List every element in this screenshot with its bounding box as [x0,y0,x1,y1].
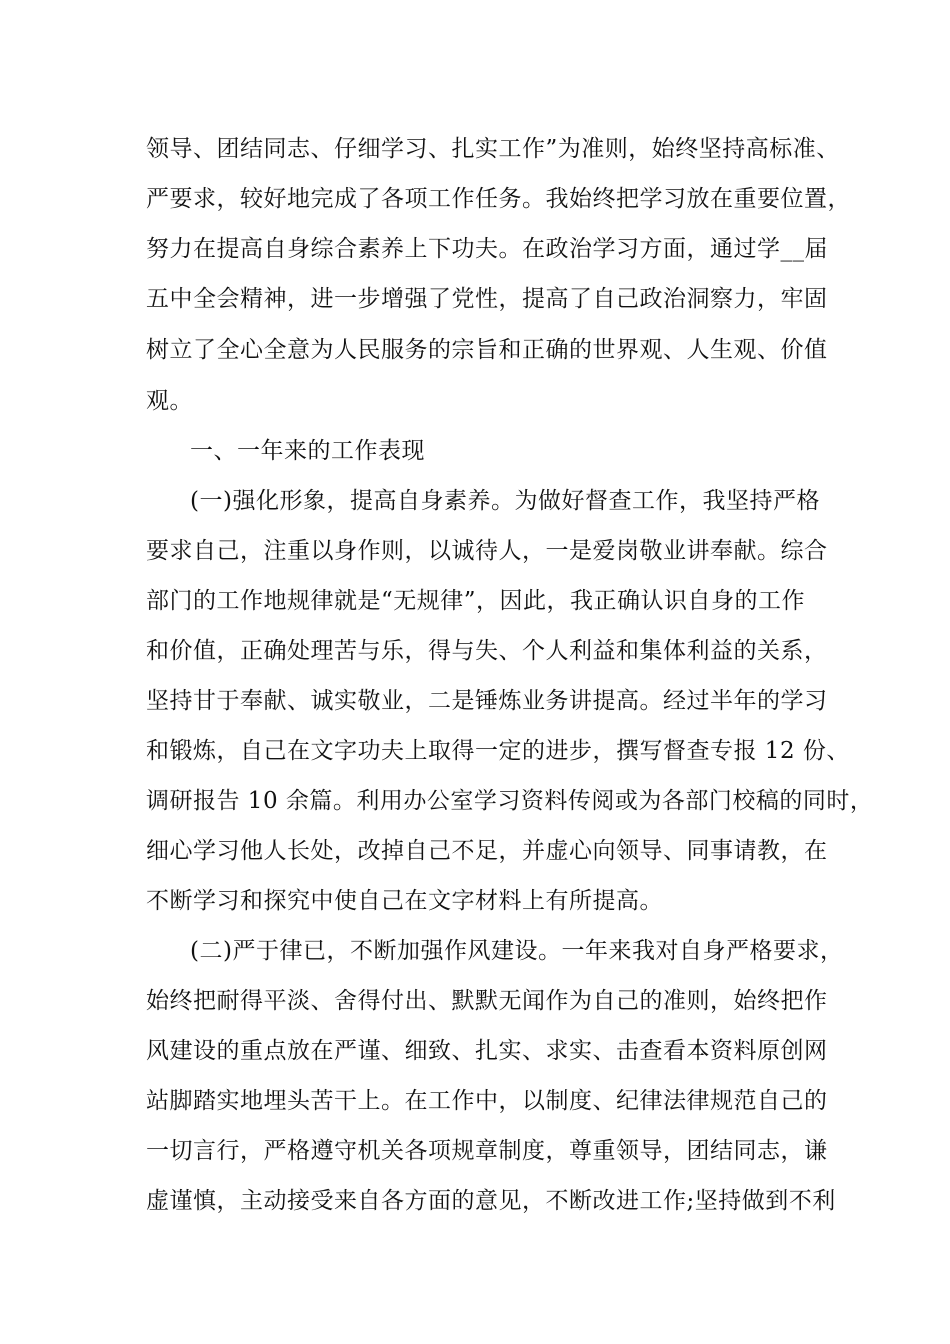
body-text-line: 树立了全心全意为人民服务的宗旨和正确的世界观、人生观、价值 [146,337,828,363]
body-text-line: 调研报告 10 余篇。利用办公室学习资料传阅或为各部门校稿的同时， [146,788,874,814]
body-text-line: (一)强化形象，提高自身素养。为做好督查工作，我坚持严格 [190,488,820,514]
body-text-line: 和价值，正确处理苦与乐，得与失、个人利益和集体利益的关系， [146,638,828,664]
body-text-line: 站脚踏实地埋头苦干上。在工作中，以制度、纪律法律规范自己的 [146,1088,828,1114]
body-text-line: 坚持甘于奉献、诚实敬业，二是锤炼业务讲提高。经过半年的学习 [146,688,828,714]
body-text-line: (二)严于律已，不断加强作风建设。一年来我对自身严格要求， [190,938,844,964]
body-text-line: 始终把耐得平淡、舍得付出、默默无闻作为自己的准则，始终把作 [146,988,828,1014]
body-text-line: 不断学习和探究中使自己在文字材料上有所提高。 [146,888,663,914]
body-text-line: 风建设的重点放在严谨、细致、扎实、求实、击查看本资料原创网 [146,1038,828,1064]
body-text-line: 严要求，较好地完成了各项工作任务。我始终把学习放在重要位置， [146,186,851,212]
body-text-line: 细心学习他人长处，改掉自己不足，并虚心向领导、同事请教，在 [146,838,828,864]
body-text-line: 要求自己，注重以身作则，以诚待人，一是爱岗敬业讲奉献。综合 [146,538,828,564]
body-text-line: 观。 [146,388,193,414]
body-text-line: 和锻炼，自己在文字功夫上取得一定的进步，撰写督查专报 12 份、 [146,738,850,764]
section-heading: 一、一年来的工作表现 [190,438,425,464]
body-text-line: 领导、团结同志、仔细学习、扎实工作”为准则，始终坚持高标准、 [146,136,840,162]
body-text-line: 部门的工作地规律就是“无规律”，因此，我正确认识自身的工作 [146,588,806,614]
body-text-line: 五中全会精神，进一步增强了党性，提高了自己政治洞察力，牢固 [146,286,828,312]
body-text-line: 一切言行，严格遵守机关各项规章制度，尊重领导，团结同志，谦 [146,1138,828,1164]
body-text-line: 虚谨慎，主动接受来自各方面的意见，不断改进工作;坚持做到不利 [146,1188,836,1214]
body-text-line: 努力在提高自身综合素养上下功夫。在政治学习方面，通过学__届 [146,236,828,262]
